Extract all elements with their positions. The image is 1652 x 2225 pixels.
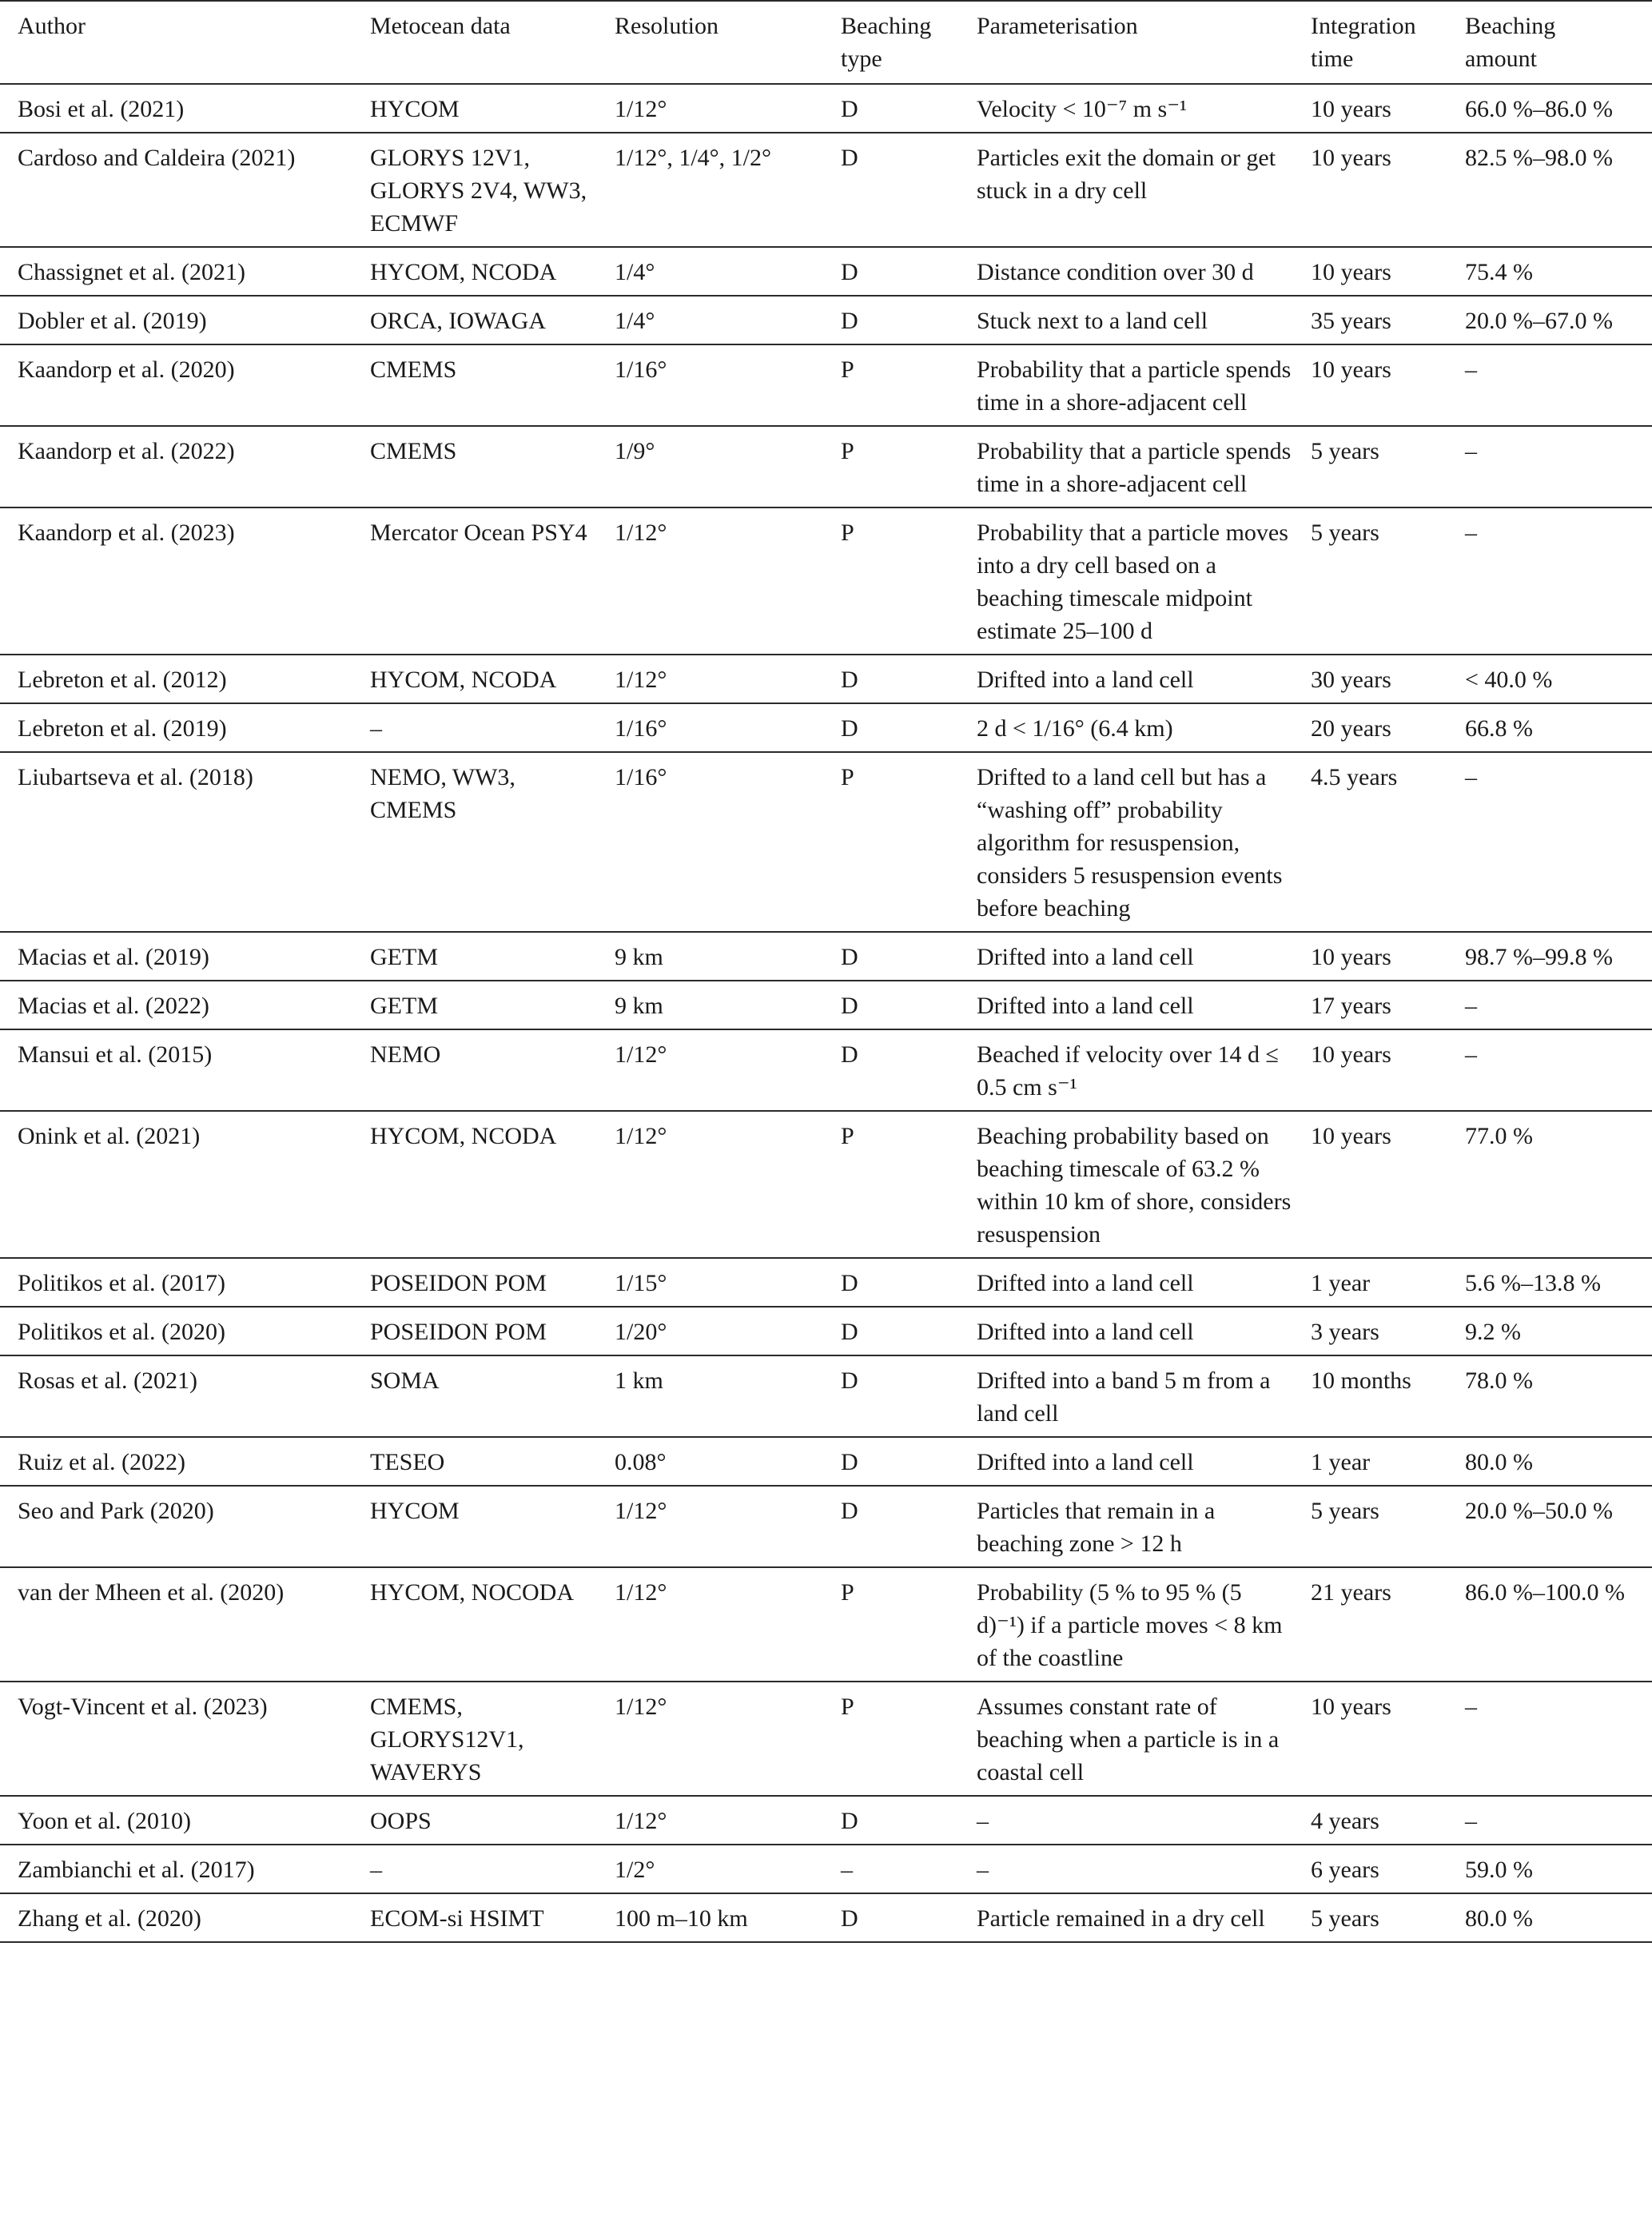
cell-beaching-amount: 5.6 %–13.8 % [1447, 1258, 1652, 1307]
cell-author: Kaandorp et al. (2020) [0, 344, 352, 426]
cell-beaching-type: – [823, 1845, 959, 1893]
cell-author: Liubartseva et al. (2018) [0, 752, 352, 932]
cell-parameterisation: Drifted into a land cell [959, 981, 1293, 1029]
table-row [0, 1682, 1652, 1796]
cell-resolution: 1/12° [597, 655, 823, 703]
cell-resolution: 1/9° [597, 426, 823, 507]
cell-author: Bosi et al. (2021) [0, 84, 352, 133]
table-row [0, 247, 1652, 296]
table-row [0, 1111, 1652, 1258]
cell-author: Lebreton et al. (2012) [0, 655, 352, 703]
cell-beaching-type: D [823, 1355, 959, 1437]
cell-beaching-amount: 75.4 % [1447, 247, 1652, 296]
cell-resolution: 1/15° [597, 1258, 823, 1307]
cell-author: Rosas et al. (2021) [0, 1355, 352, 1437]
cell-metocean-data: ECOM-si HSIMT [352, 1893, 597, 1942]
cell-beaching-type: P [823, 344, 959, 426]
cell-parameterisation: Particle remained in a dry cell [959, 1893, 1293, 1942]
table-row [0, 1486, 1652, 1567]
table-body [0, 84, 1652, 1942]
column-header-integration-time: Integration time [1293, 1, 1447, 84]
cell-resolution: 1/4° [597, 296, 823, 344]
cell-beaching-type: P [823, 507, 959, 655]
cell-resolution: 1/12° [597, 507, 823, 655]
cell-beaching-type: D [823, 133, 959, 247]
cell-integration-time: 20 years [1293, 703, 1447, 752]
cell-integration-time: 10 years [1293, 1111, 1447, 1258]
cell-resolution: 9 km [597, 932, 823, 981]
cell-integration-time: 10 years [1293, 133, 1447, 247]
cell-beaching-amount: 78.0 % [1447, 1355, 1652, 1437]
cell-parameterisation: Particles exit the domain or get stuck in a dry cell [959, 133, 1293, 247]
table-row [0, 133, 1652, 247]
cell-resolution: 0.08° [597, 1437, 823, 1486]
cell-author: Mansui et al. (2015) [0, 1029, 352, 1111]
cell-beaching-amount: – [1447, 752, 1652, 932]
cell-metocean-data: HYCOM [352, 1486, 597, 1567]
cell-resolution: 1/12° [597, 1486, 823, 1567]
cell-beaching-amount: 9.2 % [1447, 1307, 1652, 1355]
cell-beaching-type: D [823, 981, 959, 1029]
cell-parameterisation: Probability that a particle spends time in a shore-adjacent cell [959, 426, 1293, 507]
cell-beaching-amount: 66.0 %–86.0 % [1447, 84, 1652, 133]
column-header-beaching-type: Beaching type [823, 1, 959, 84]
cell-resolution: 1/16° [597, 344, 823, 426]
cell-resolution: 1/12°, 1/4°, 1/2° [597, 133, 823, 247]
cell-parameterisation: Drifted into a land cell [959, 932, 1293, 981]
cell-metocean-data: ORCA, IOWAGA [352, 296, 597, 344]
table-row [0, 1029, 1652, 1111]
cell-metocean-data: TESEO [352, 1437, 597, 1486]
cell-integration-time: 3 years [1293, 1307, 1447, 1355]
table-row [0, 1437, 1652, 1486]
cell-author: Kaandorp et al. (2023) [0, 507, 352, 655]
cell-integration-time: 10 years [1293, 247, 1447, 296]
cell-beaching-type: D [823, 703, 959, 752]
cell-beaching-amount: – [1447, 981, 1652, 1029]
cell-beaching-type: D [823, 1307, 959, 1355]
table-row [0, 1893, 1652, 1942]
cell-resolution: 1/12° [597, 1029, 823, 1111]
cell-author: Cardoso and Caldeira (2021) [0, 133, 352, 247]
cell-resolution: 1/12° [597, 1111, 823, 1258]
cell-beaching-type: P [823, 1111, 959, 1258]
table-row [0, 655, 1652, 703]
cell-parameterisation: Particles that remain in a beaching zone > 12 h [959, 1486, 1293, 1567]
table-row [0, 752, 1652, 932]
cell-resolution: 1/12° [597, 1682, 823, 1796]
cell-beaching-amount: 98.7 %–99.8 % [1447, 932, 1652, 981]
cell-resolution: 9 km [597, 981, 823, 1029]
cell-metocean-data: CMEMS [352, 426, 597, 507]
cell-parameterisation: Drifted to a land cell but has a “washing off” probability algorithm for resuspension, considers 5 resuspension events before beaching [959, 752, 1293, 932]
cell-author: Chassignet et al. (2021) [0, 247, 352, 296]
cell-author: Lebreton et al. (2019) [0, 703, 352, 752]
table-row [0, 981, 1652, 1029]
cell-metocean-data: HYCOM, NCODA [352, 655, 597, 703]
cell-beaching-amount: 77.0 % [1447, 1111, 1652, 1258]
cell-beaching-type: D [823, 247, 959, 296]
cell-integration-time: 30 years [1293, 655, 1447, 703]
cell-integration-time: 21 years [1293, 1567, 1447, 1682]
cell-parameterisation: Probability that a particle spends time in a shore-adjacent cell [959, 344, 1293, 426]
cell-beaching-amount: 59.0 % [1447, 1845, 1652, 1893]
cell-integration-time: 5 years [1293, 1893, 1447, 1942]
cell-integration-time: 35 years [1293, 296, 1447, 344]
table-row [0, 296, 1652, 344]
cell-resolution: 1/12° [597, 1567, 823, 1682]
cell-author: Macias et al. (2022) [0, 981, 352, 1029]
cell-resolution: 1/16° [597, 752, 823, 932]
cell-author: Vogt-Vincent et al. (2023) [0, 1682, 352, 1796]
cell-beaching-amount: – [1447, 1796, 1652, 1845]
cell-resolution: 1 km [597, 1355, 823, 1437]
cell-author: Onink et al. (2021) [0, 1111, 352, 1258]
table-row [0, 1258, 1652, 1307]
cell-beaching-type: D [823, 296, 959, 344]
cell-resolution: 1/16° [597, 703, 823, 752]
cell-beaching-amount: 20.0 %–50.0 % [1447, 1486, 1652, 1567]
cell-author: Politikos et al. (2017) [0, 1258, 352, 1307]
cell-beaching-amount: 20.0 %–67.0 % [1447, 296, 1652, 344]
cell-metocean-data: HYCOM [352, 84, 597, 133]
column-header-resolution: Resolution [597, 1, 823, 84]
cell-resolution: 1/12° [597, 1796, 823, 1845]
table-row [0, 1307, 1652, 1355]
cell-integration-time: 1 year [1293, 1258, 1447, 1307]
cell-metocean-data: POSEIDON POM [352, 1307, 597, 1355]
cell-integration-time: 4 years [1293, 1796, 1447, 1845]
cell-parameterisation: Distance condition over 30 d [959, 247, 1293, 296]
cell-author: van der Mheen et al. (2020) [0, 1567, 352, 1682]
cell-beaching-amount: – [1447, 1029, 1652, 1111]
table-header [0, 1, 1652, 84]
cell-resolution: 1/12° [597, 84, 823, 133]
cell-beaching-amount: – [1447, 426, 1652, 507]
cell-metocean-data: – [352, 703, 597, 752]
table-row [0, 84, 1652, 133]
cell-beaching-type: D [823, 655, 959, 703]
cell-parameterisation: Drifted into a land cell [959, 1437, 1293, 1486]
cell-parameterisation: Beached if velocity over 14 d ≤ 0.5 cm s⁻¹ [959, 1029, 1293, 1111]
table-row [0, 507, 1652, 655]
cell-beaching-amount: 82.5 %–98.0 % [1447, 133, 1652, 247]
cell-resolution: 1/4° [597, 247, 823, 296]
cell-author: Dobler et al. (2019) [0, 296, 352, 344]
column-header-author: Author [0, 1, 352, 84]
cell-integration-time: 10 years [1293, 84, 1447, 133]
table-row [0, 344, 1652, 426]
cell-resolution: 100 m–10 km [597, 1893, 823, 1942]
cell-metocean-data: NEMO, WW3, CMEMS [352, 752, 597, 932]
table-row [0, 1845, 1652, 1893]
cell-parameterisation: Drifted into a land cell [959, 1307, 1293, 1355]
cell-beaching-type: P [823, 752, 959, 932]
cell-beaching-type: P [823, 1682, 959, 1796]
cell-metocean-data: OOPS [352, 1796, 597, 1845]
table-row [0, 1796, 1652, 1845]
cell-beaching-type: D [823, 932, 959, 981]
cell-metocean-data: HYCOM, NCODA [352, 1111, 597, 1258]
cell-beaching-type: D [823, 1258, 959, 1307]
cell-metocean-data: HYCOM, NCODA [352, 247, 597, 296]
cell-integration-time: 5 years [1293, 507, 1447, 655]
cell-metocean-data: Mercator Ocean PSY4 [352, 507, 597, 655]
cell-integration-time: 4.5 years [1293, 752, 1447, 932]
cell-beaching-amount: 80.0 % [1447, 1437, 1652, 1486]
cell-integration-time: 5 years [1293, 426, 1447, 507]
cell-parameterisation: Probability (5 % to 95 % (5 d)⁻¹) if a particle moves < 8 km of the coastline [959, 1567, 1293, 1682]
cell-resolution: 1/2° [597, 1845, 823, 1893]
cell-parameterisation: 2 d < 1/16° (6.4 km) [959, 703, 1293, 752]
cell-author: Yoon et al. (2010) [0, 1796, 352, 1845]
cell-integration-time: 10 years [1293, 1682, 1447, 1796]
cell-metocean-data: CMEMS [352, 344, 597, 426]
cell-metocean-data: HYCOM, NOCODA [352, 1567, 597, 1682]
cell-integration-time: 10 months [1293, 1355, 1447, 1437]
cell-author: Zambianchi et al. (2017) [0, 1845, 352, 1893]
cell-beaching-amount: < 40.0 % [1447, 655, 1652, 703]
cell-beaching-type: D [823, 1893, 959, 1942]
cell-metocean-data: GETM [352, 932, 597, 981]
cell-integration-time: 6 years [1293, 1845, 1447, 1893]
cell-beaching-type: P [823, 426, 959, 507]
cell-metocean-data: SOMA [352, 1355, 597, 1437]
cell-beaching-amount: – [1447, 507, 1652, 655]
cell-integration-time: 17 years [1293, 981, 1447, 1029]
header-row [0, 1, 1652, 84]
cell-integration-time: 5 years [1293, 1486, 1447, 1567]
cell-metocean-data: – [352, 1845, 597, 1893]
cell-metocean-data: NEMO [352, 1029, 597, 1111]
cell-parameterisation: Stuck next to a land cell [959, 296, 1293, 344]
cell-parameterisation: Drifted into a band 5 m from a land cell [959, 1355, 1293, 1437]
cell-beaching-amount: – [1447, 1682, 1652, 1796]
cell-beaching-type: P [823, 1567, 959, 1682]
cell-parameterisation: Drifted into a land cell [959, 655, 1293, 703]
table-row [0, 426, 1652, 507]
cell-beaching-type: D [823, 1029, 959, 1111]
cell-parameterisation: – [959, 1845, 1293, 1893]
cell-parameterisation: – [959, 1796, 1293, 1845]
cell-beaching-amount: – [1447, 344, 1652, 426]
cell-beaching-type: D [823, 1486, 959, 1567]
cell-author: Zhang et al. (2020) [0, 1893, 352, 1942]
cell-beaching-amount: 86.0 %–100.0 % [1447, 1567, 1652, 1682]
cell-author: Seo and Park (2020) [0, 1486, 352, 1567]
cell-author: Macias et al. (2019) [0, 932, 352, 981]
column-header-metocean-data: Metocean data [352, 1, 597, 84]
cell-parameterisation: Beaching probability based on beaching timescale of 63.2 % within 10 km of shore, considers resuspension [959, 1111, 1293, 1258]
cell-beaching-type: D [823, 1796, 959, 1845]
cell-metocean-data: GLORYS 12V1, GLORYS 2V4, WW3, ECMWF [352, 133, 597, 247]
table-row [0, 703, 1652, 752]
cell-beaching-amount: 80.0 % [1447, 1893, 1652, 1942]
cell-author: Kaandorp et al. (2022) [0, 426, 352, 507]
cell-resolution: 1/20° [597, 1307, 823, 1355]
table-row [0, 932, 1652, 981]
table-row [0, 1567, 1652, 1682]
cell-author: Politikos et al. (2020) [0, 1307, 352, 1355]
cell-metocean-data: POSEIDON POM [352, 1258, 597, 1307]
column-header-beaching-amount: Beaching amount [1447, 1, 1652, 84]
cell-parameterisation: Probability that a particle moves into a dry cell based on a beaching timescale midpoint estimate 25–100 d [959, 507, 1293, 655]
cell-author: Ruiz et al. (2022) [0, 1437, 352, 1486]
column-header-parameterisation: Parameterisation [959, 1, 1293, 84]
cell-beaching-type: D [823, 1437, 959, 1486]
cell-integration-time: 10 years [1293, 1029, 1447, 1111]
cell-parameterisation: Drifted into a land cell [959, 1258, 1293, 1307]
cell-integration-time: 10 years [1293, 344, 1447, 426]
cell-integration-time: 10 years [1293, 932, 1447, 981]
cell-parameterisation: Assumes constant rate of beaching when a particle is in a coastal cell [959, 1682, 1293, 1796]
cell-beaching-amount: 66.8 % [1447, 703, 1652, 752]
cell-metocean-data: CMEMS, GLORYS12V1, WAVERYS [352, 1682, 597, 1796]
cell-integration-time: 1 year [1293, 1437, 1447, 1486]
cell-parameterisation: Velocity < 10⁻⁷ m s⁻¹ [959, 84, 1293, 133]
cell-beaching-type: D [823, 84, 959, 133]
table-row [0, 1355, 1652, 1437]
cell-metocean-data: GETM [352, 981, 597, 1029]
